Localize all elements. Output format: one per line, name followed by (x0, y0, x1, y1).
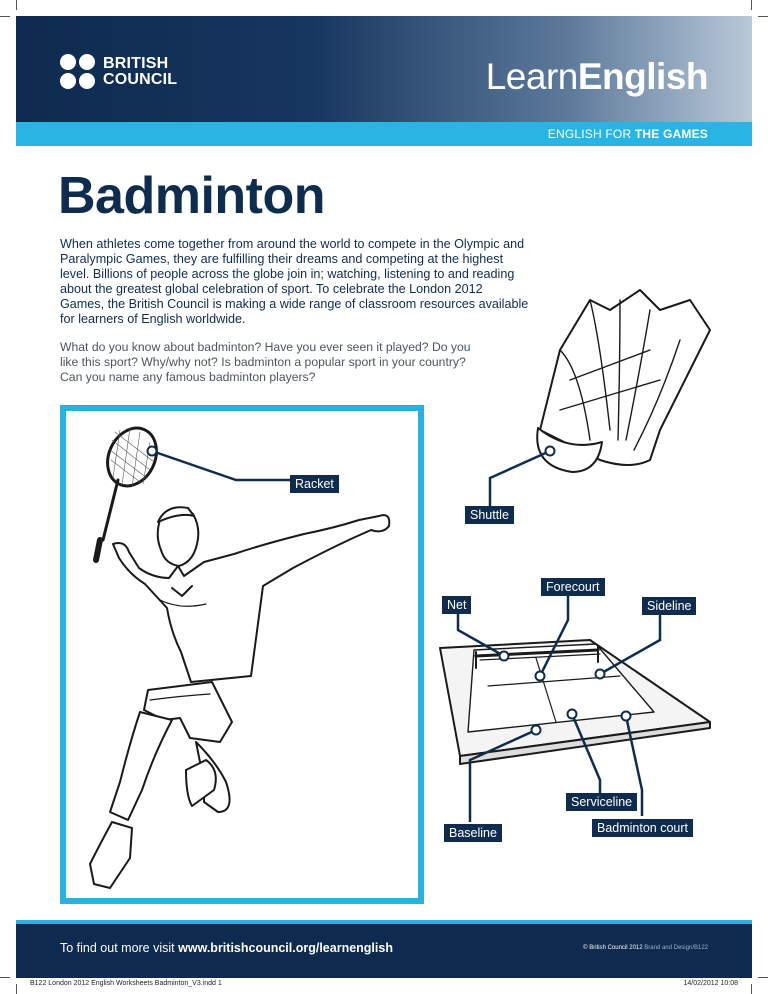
design-code: Brand and Design/B122 (644, 945, 708, 951)
footer-url-link[interactable]: www.britishcouncil.org/learnenglish (178, 941, 393, 955)
label-badminton-court: Badminton court (592, 819, 693, 837)
badminton-court-illustration (440, 640, 710, 764)
games-prefix: ENGLISH FOR (547, 127, 632, 141)
discussion-questions: What do you know about badminton? Have you ever seen it played? Do you like this sport? Why/why not? Is badminton a popular sport in your country? Can you name any famous badminton players? (60, 340, 471, 384)
logo-line-2: COUNCIL (103, 70, 178, 88)
racket-illustration (96, 420, 166, 560)
label-net: Net (442, 596, 471, 614)
label-sideline: Sideline (642, 597, 696, 615)
shuttlecock-illustration (537, 290, 710, 472)
player-illustration (90, 507, 389, 888)
print-slug-date: 14/02/2012 10:08 (683, 980, 738, 987)
games-emph: THE GAMES (634, 127, 708, 141)
footer-visit-text (60, 941, 393, 955)
label-serviceline: Serviceline (566, 793, 637, 811)
print-slug-file: B122 London 2012 English Worksheets Badminton_V3.indd 1 (30, 980, 222, 987)
label-shuttle: Shuttle (465, 506, 514, 524)
copyright-text: © British Council 2012 (583, 945, 643, 951)
footer-prefix: To find out more visit (60, 941, 175, 955)
page-title: Badminton (58, 167, 326, 225)
intro-paragraph: When athletes come together from around the world to compete in the Olympic and Paralympic Games, they are fulfilling their dreams and competing at the highest level. Billions of people across the globe join in; watching, listening to and reading about the greatest global celebration of sport. To celebrate the London 2012 Games, the British Council is making a wide range of classroom resources available for learners of English worldwide. (60, 237, 529, 326)
label-baseline: Baseline (444, 824, 502, 842)
logo-learn: Learn (485, 56, 578, 97)
label-forecourt: Forecourt (541, 578, 605, 596)
logo-english: English (577, 56, 708, 97)
footer-bar (16, 924, 752, 978)
label-racket: Racket (290, 475, 339, 493)
footer-copyright (583, 945, 708, 951)
logo-line-1: BRITISH (103, 54, 169, 72)
